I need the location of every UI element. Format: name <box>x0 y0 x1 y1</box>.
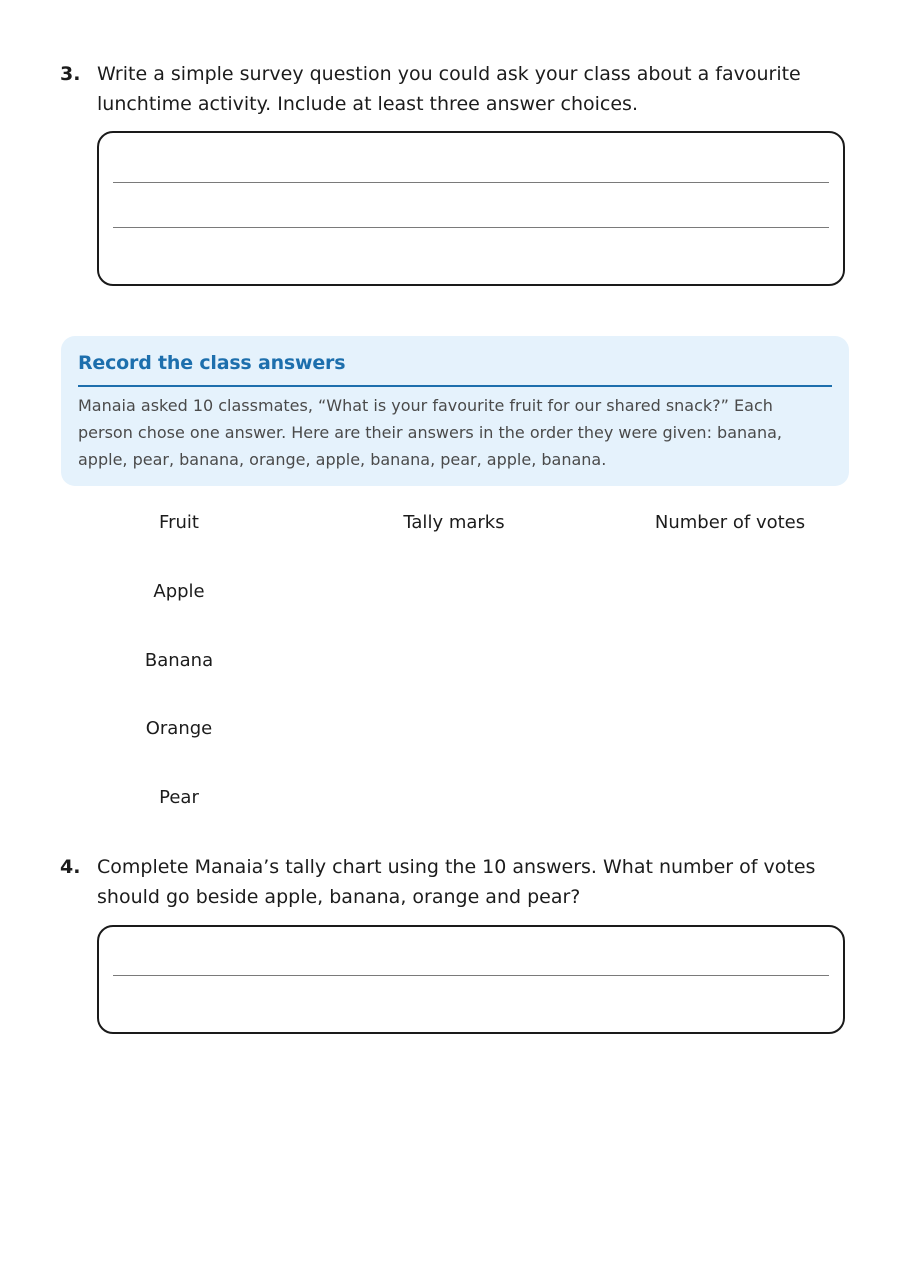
header-number-of-votes: Number of votes <box>654 512 806 533</box>
header-tally-marks: Tally marks <box>403 512 505 533</box>
answer-box-question-4[interactable] <box>97 925 845 1034</box>
question-text: Complete Manaia’s tally chart using the 10 answers. What number of votes should go beside apple, banana, orange and pear? <box>97 856 816 908</box>
info-panel-title: Record the class answers <box>78 352 346 374</box>
info-panel-text: Manaia asked 10 classmates, “What is your favourite fruit for our shared snack?” Each person chose one answer. Here are their answers in the order they were given: banana, apple, pear, banana, orange, apple, banana, pear, apple, banana. <box>78 396 782 469</box>
row-label-orange: Orange <box>145 718 213 739</box>
writing-line <box>113 975 829 976</box>
writing-line <box>113 227 829 228</box>
question-text: Write a simple survey question you could ask your class about a favourite lunchtime activity. Include at least three answer choices. <box>97 63 801 115</box>
info-panel-divider <box>78 385 832 387</box>
row-label-pear: Pear <box>159 787 199 808</box>
question-number: 4. <box>60 856 81 878</box>
row-label-apple: Apple <box>153 581 205 602</box>
info-panel <box>61 336 849 486</box>
answer-box-question-3[interactable] <box>97 131 845 286</box>
writing-line <box>113 182 829 183</box>
question-number: 3. <box>60 63 81 85</box>
header-fruit: Fruit <box>159 512 199 533</box>
row-label-banana: Banana <box>144 650 214 671</box>
